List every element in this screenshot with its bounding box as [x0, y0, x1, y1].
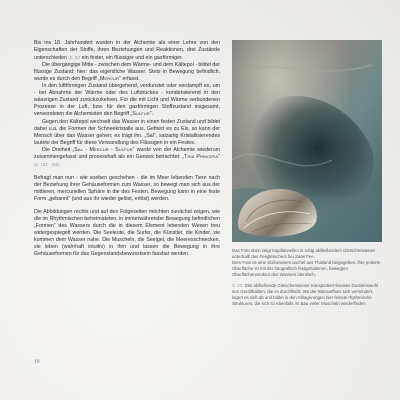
page-number: 19 [34, 359, 40, 365]
page-reference: (S. 5) [68, 55, 79, 61]
main-text-column [34, 40, 220, 258]
paragraph-mercur: Die übergängige Mitte - zwischen dem Wärme- und dem Kältepol - bildet der flüssige Zustand; hier: das eigentliche Wasser. Stets in Bewegung befindlich, wurde es durch den Begriff „Mercur“ erfasst. [34, 62, 221, 83]
term-tria-principia: „Tria Principia“ [182, 153, 220, 160]
photo-illustration [232, 40, 382, 242]
caption-next-page: S. 20: Das abfließende Gletscherwasser transportiert feinstes Gesteinsmehl aus Geröllhalden, die es durchfließt. Wo der Wasserfluss sich vermindert, lagert es sich ab und bildet in den Ablagerungen hier feinste rhythmische Strukturen, die sich so ebenfalls im Bau vieler Muscheln wiederfinden. [232, 282, 379, 306]
photo-water-and-shell [232, 40, 382, 242]
term-sal-mercur-sulfur: „Sal - Mercur - Sulfur“ [72, 146, 135, 153]
paragraph-sea-creatures: Befragt man nun - wie soeben geschehen - die im Meer lebenden Tiere nach der Beziehung ihrer Gehäuseformen zum Wasser, so bewegt man sich aus der mittleren, mercuriellen Sphäre in die des Festen. Bewegung kann in eine feste Form „gebannt“ (und aus ihr wieder gelöst, erlöst) werden. [34, 174, 220, 202]
term-sulfur: „Sulfur“ [130, 111, 152, 118]
caption-column [232, 248, 382, 307]
term-mercur: „Mercur“ [98, 76, 122, 83]
caption-photo-top: Das Foto oben zeigt Kapillarwellen in ruhig abfließendem Gletscherwasser unterhalb des Feegletschers bei Saas Fee. [232, 248, 376, 259]
paragraph-sulfur: In den luftförmigen Zustand übergehend, verdunstet oder verdampft es, um - bei Abnahme der Wärme oder des Luftdruckes - kondensierend in den wässrigen Zustand zurückzukehren. Für die mit Licht und Wärme verbundenen Prozesse in der Luft, bzw. für den gasförmigen Stoffzustand insgesamt, verwendeten die Alchemisten den Begriff „Sulfur“. [34, 83, 220, 118]
paragraph-tria-principia: Die Dreiheit „Sal - Mercur - Sulfur“ wurde von der Alchemie wiederum zusammengefasst und prozesshaft als ein Ganzes betrachtet: „Tria Principia“ (S. 163 - 166) [34, 146, 220, 167]
paragraph-sal: Gegen den Kältepol wechselt das Wasser in einen festen Zustand und bildet dabei u.a. die Formen der Schneekristalle aus. Gefriert es zu Eis, so kann der Mensch über das Wasser gehen; es trägt ihn. „Sal“, salzartig Kristallisierendes lautete der Begriff für diese Verwandlung des Flüssigen in ein Festes. [34, 118, 220, 146]
page-reference: (S. 163 - 166) [34, 161, 60, 167]
caption-shell: Dem Foto ist eine Süßwassermuschel aus Thailand beigegeben: ihre polierte Oberfläche ist mit der fotografisch festgehaltenen, bewegten Oberflächenstruktur des Wassers identisch. [232, 259, 381, 277]
paragraph-illustrations: Die Abbildungen rechts und auf den Folgeseiten möchten zunächst zeigen, wie die im Rhythmischen beheimateten, in immerwährender Bewegung befindlichen „Formen“ des Wassers durch die in diesem Element lebenden Wesen treu widergespiegelt werden. Die Seeleute, die Surfer, die Künstler, die Kinder, sie kommen dem Wasser nahe. Die Muscheln, die Seeigel, die Meeresschnecken, sie leben (wahrhaft intuitiv) in ihm und lassen die Bewegung in ihre Gehäuseformen für das Gegenstandsbewusstsein fassbar werden. [34, 209, 220, 258]
page-reference: S. 20: [232, 282, 244, 288]
paragraph-alchemy-states: Bis ins 18. Jahrhundert wurden in der Alchemie als einer Lehre von den Eigenschaften der Stoffe, ihren Beziehungen und Reaktionen, drei Zustände unterschieden (S. 5): ein fester, ein flüssiger und ein gasförmiger. [34, 40, 220, 62]
